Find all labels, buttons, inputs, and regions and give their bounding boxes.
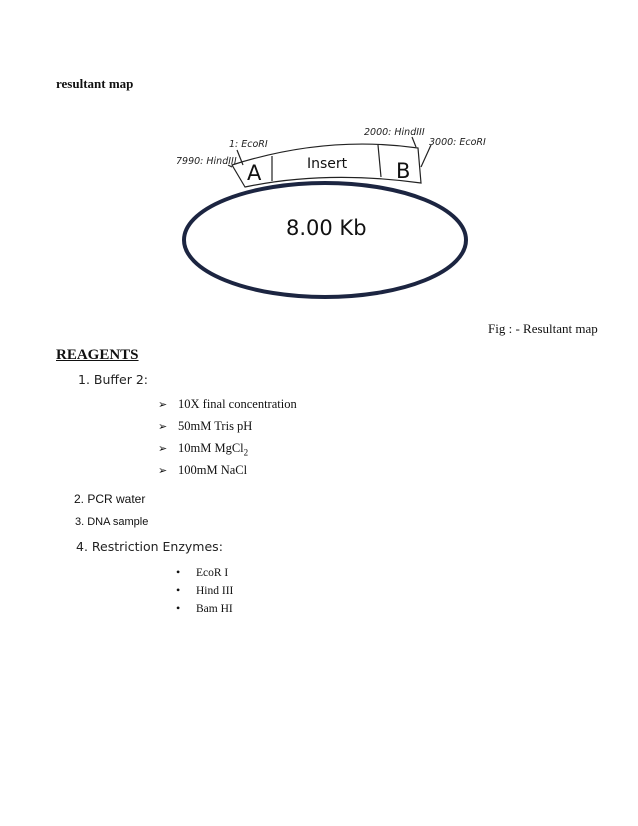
enzyme-item: • Bam HI [176,601,233,615]
bullet-icon: • [176,583,181,597]
figure-caption: Fig : - Resultant map [488,321,598,336]
plasmid-size-label: 8.00 Kb [286,216,367,240]
arrow-bullet-icon: ➢ [158,464,168,477]
plasmid-circle [184,183,466,297]
site-tick-ecori-3000 [421,145,431,167]
reagents-heading: REAGENTS [56,347,139,363]
reagent-item-dna-sample: 3. DNA sample [75,516,149,528]
site-label-ecori-1: 1: EcoRI [229,139,268,150]
site-label-hindiii-2000: 2000: HindIII [364,127,425,138]
enzyme-item: • Hind III [176,583,234,597]
site-label-hindiii-7990: 7990: HindIII [176,156,237,167]
reagent-item-enzymes: 4. Restriction Enzymes: [76,539,223,554]
buffer-component: ➢ 100mM NaCl [158,463,248,477]
site-label-ecori-3000: 3000: EcoRI [429,137,486,148]
site-tick-hindiii-2000 [412,137,416,147]
arrow-bullet-icon: ➢ [158,398,168,411]
bullet-icon: • [176,601,181,615]
insert-label: Insert [307,156,348,172]
arrow-bullet-icon: ➢ [158,442,168,455]
region-a-label: A [247,161,262,185]
buffer-component: ➢ 10mM MgCl$_2$ [158,441,249,458]
section-heading: resultant map [56,76,134,91]
buffer-component: ➢ 50mM Tris pH [158,419,253,433]
enzyme-item: • EcoR I [176,565,229,579]
arrow-bullet-icon: ➢ [158,420,168,433]
reagent-item-pcr-water: 2. PCR water [74,492,146,506]
region-b-label: B [396,159,411,183]
plasmid-map [150,115,490,315]
reagent-item-buffer: 1. Buffer 2: [78,372,148,387]
bullet-icon: • [176,565,181,579]
buffer-component: ➢ 10X final concentration [158,397,297,411]
